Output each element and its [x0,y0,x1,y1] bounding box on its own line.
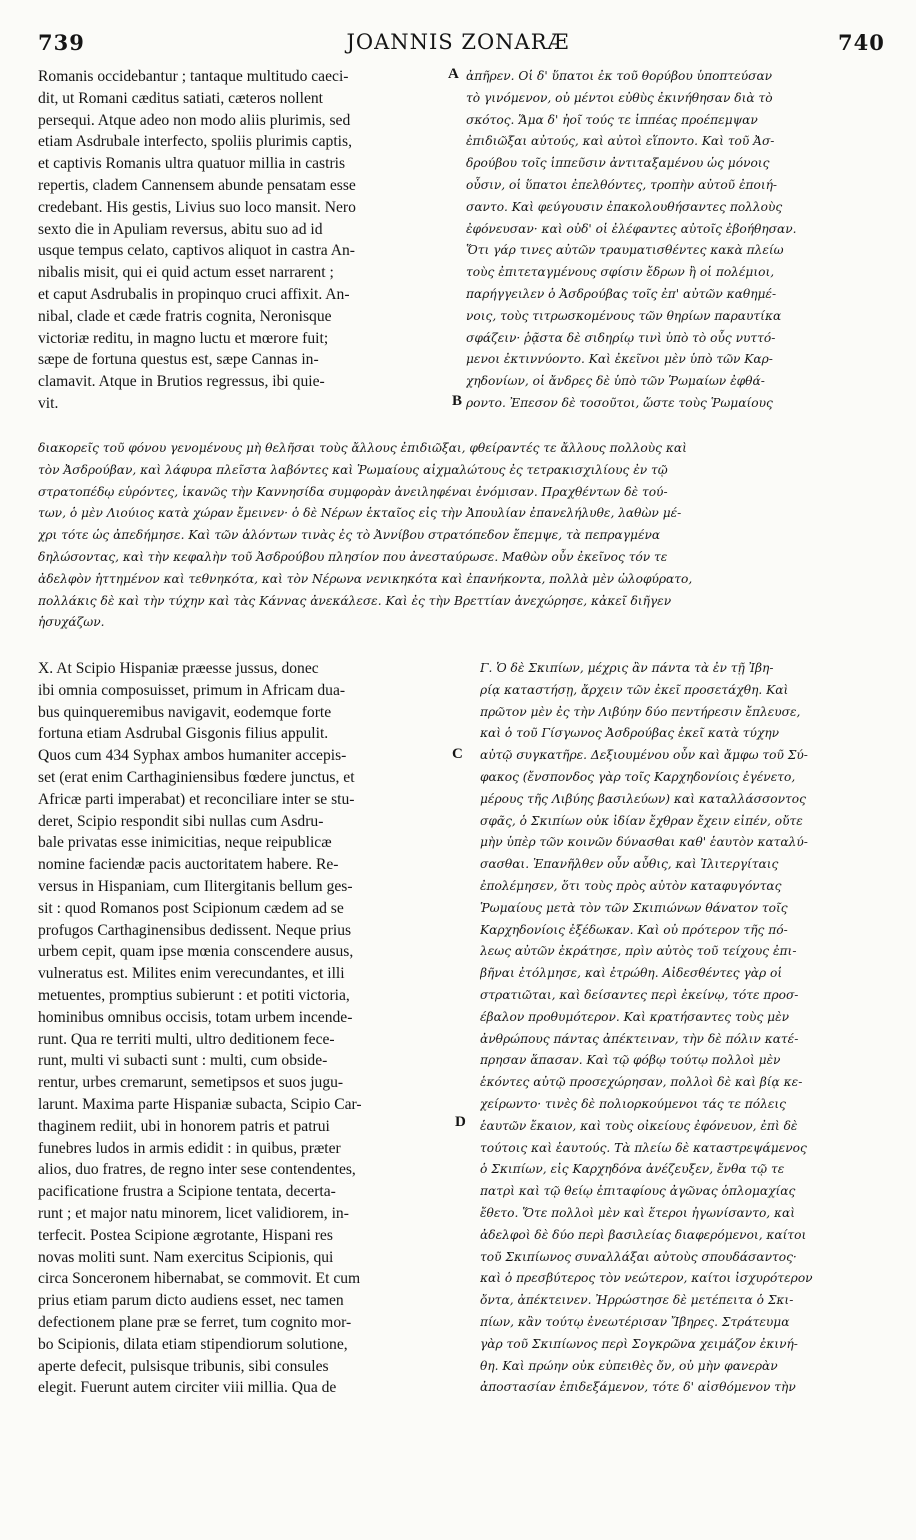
text-line: Romanis occidebantur ; tantaque multitudo caeci- [38,68,349,85]
text-line: thaginem rediit, ubi in honorem patris et patrui [38,1117,330,1135]
page-header [0,30,916,70]
margin-marker-d: D [455,1114,466,1130]
text-line: αὐτῷ συγκατῆρε. Δεξιουμένου οὖν καὶ ἄμφω τοῦ Σύ- [480,748,808,763]
text-line: fortuna etiam Asdrubal Gisgonis filius appulit. [38,725,329,743]
text-line: defectionem plane præ se ferret, tum cognito mor- [38,1313,352,1331]
text-line: nibalis misit, qui ei quid actum esset narrarent ; [38,264,334,282]
text-line: runt. Qua re territi multi, ultro deditionem fece- [38,1030,335,1048]
text-line: ἐπολέμησεν, ὅτι τοὺς πρὸς αὐτὸν καταφυγόντας [480,878,782,893]
text-line: hominibus omnibus occisis, totam urbem incende- [38,1008,353,1026]
text-line: versus in Hispaniam, cum Ilitergitanis bellum ges- [38,877,353,895]
greek-full-width-paragraph [38,438,878,634]
text-line: στρατοπέδῳ εὑρόντες, ἱκανῶς τὴν Καννησίδα συμφορὰν ἀνειληφέναι ἐνόμισαν. Πραχθέντων δὲ τού- [38,484,668,499]
text-line: Quos cum 434 Syphax ambos humaniter accepis- [38,747,347,765]
greek-column-bottom [480,658,878,1399]
text-line: ἡσυχάζων. [38,615,105,630]
text-line: vit. [38,394,59,412]
text-line: έβαλον προθυμότερον. Καὶ κρατήσαντες τοὺς μὲν [480,1009,790,1024]
latin-column-top [38,66,443,415]
running-title: JOANNIS ZONARÆ [346,30,570,54]
text-line: φακος (ἔνσπονδος γὰρ τοῖς Καρχηδονίοις ἐγένετο, [480,769,796,784]
margin-marker-b: B [452,393,463,409]
text-line: τὸν Ἀσδρούβαν, καὶ λάφυρα πλεῖστα λαβόντες καὶ Ῥωμαίους αἰχμαλώτους ἐς τετρακισχιλίους ἐν τῷ [38,462,668,477]
text-line: metuentes, promptius subierunt : et potiti victoria, [38,986,350,1004]
text-line: μέρους τῆς Λιβύης βασιλεύων) καὶ καταλλάσσοντος [480,791,806,806]
text-line: σκότος. Ἅμα δ' ἠοῖ τούς τε ἱππέας προέπεμψαν [466,112,758,127]
text-line: usque tempus celato, captivos aliquot in castra An- [38,242,355,260]
text-line: στρατιῶται, καὶ δείσαντες περὶ ἐκείνῳ, τότε προσ- [480,987,799,1002]
text-line: circa Sonceronem hibernabat, se commovit. Et cum [38,1270,361,1288]
text-line: terfecit. Postea Scipione ægrotante, Hispani res [38,1226,333,1244]
text-line: credebant. His gestis, Livius suo loco mansit. Nero [38,198,356,216]
text-line: ἐπιδιῶξαι αὐτούς, καὶ αὐτοὶ εἵποντο. Καὶ τοῦ Ἀσ- [466,134,775,149]
text-line: sæpe de fortuna questus est, sæpe Cannas in- [38,351,319,369]
text-line: νοις, τοὺς τιτρωσκομένους τῶν θηρίων παραυτίκα [466,308,782,323]
text-line: nomine faciendæ pacis auctoritatem habere. Re- [38,856,339,874]
text-line: ἀποστασίαν ἐπιδεξάμενον, τότε δ' αἰσθόμενον τὴν [480,1380,796,1395]
margin-marker-a: A [448,66,459,82]
text-line: bale privatas esse inimicitias, neque reipublicæ [38,834,332,852]
text-line: ibi omnia composuisset, primum in Africam dua- [38,681,346,699]
text-line: θη. Καὶ πρώην οὐκ εὐπειθὲς ὄν, οὐ μὴν φανερὰν [480,1358,778,1373]
text-line: clamavit. Atque in Brutios regressus, ibi quie- [38,373,325,391]
text-line: των, ὁ μὲν Λιούιος κατὰ χώραν ἔμεινεν· ὁ δὲ Νέρων ἑκταῖος εἰς τὴν Ἀπουλίαν ἐπανελήλυθε, λαθὼν μέ- [38,506,682,521]
text-line: set (erat enim Carthaginiensibus fœdere junctus, et [38,768,355,786]
text-line: ἑκόντες αὐτῷ προσεχώρησαν, πολλοὶ δὲ καὶ βίᾳ κε- [480,1075,803,1090]
text-line: nibal, clade et cæde fratris cognita, Neronisque [38,307,332,325]
text-line: σφᾶς, ὁ Σκιπίων οὐκ ἰδίαν ἔχθραν ἔχειν εἰπέν, οὔτε [480,813,803,828]
text-line: λεως αὐτῶν ἐκράτησε, πρὶν αὐτὸς τοῦ τείχους ἐπι- [480,944,797,959]
text-line: ἀνθρώπους πάντας ἀπέκτειναν, τὴν δὲ πόλιν κατέ- [480,1031,799,1046]
text-line: runt ; et major natu minorem, licet validiorem, in- [38,1204,349,1222]
text-line: δηλώσοντας, καὶ τὴν κεφαλὴν τοῦ Ἀσδρούβου πλησίον που ἀνεσταύρωσε. Μαθὼν οὖν ἐκεῖνος τόν τε [38,549,668,564]
text-line: ἑαυτῶν ἔκαιον, καὶ τοὺς οἰκείους ἐφόνευον, ἐπὶ δὲ [480,1118,798,1133]
text-line: repertis, cladem Cannensem abunde pensatam esse [38,176,356,194]
text-line: runt, multi vi subacti sunt : multi, cum obside- [38,1052,328,1070]
text-line: ἀπῆρεν. Οἱ δ' ὕπατοι ἐκ τοῦ θορύβου ὑποπτεύσαν [466,69,773,83]
text-line: πρησαν ἅπασαν. Καὶ τῷ φόβῳ τούτῳ πολλοὶ μὲν [480,1053,781,1068]
text-line: elegit. Fuerunt autem circiter viii millia. Qua de [38,1379,337,1397]
text-line: larunt. Maxima parte Hispaniæ subacta, Scipio Car- [38,1095,362,1113]
text-line: τούτοις καὶ ἑαυτούς. Τὰ πλείω δὲ καταστρεψάμενος [480,1140,807,1155]
text-line: ἐφόνευσαν· καὶ οὐδ' οἱ ἐλέφαντες αὐτοῖς ἐβοήθησαν. [466,221,797,236]
text-line: χρι τότε ὡς ἀπεδήμησε. Καὶ τῶν ἁλόντων τινὰς ἐς τὸ Ἀννίβου στρατόπεδον ἔπεμψε, τὰ πεπραγμένα [38,528,661,543]
text-line: παρήγγειλεν ὁ Ἀσδρούβας τοῖς ἐπ' αὐτῶν καθημέ- [466,286,777,301]
text-line: alios, duo fratres, de regno inter sese contendentes, [38,1161,356,1179]
text-line: βῆναι ἐτόλμησε, καὶ ἐτρώθη. Αἰδεσθέντες γὰρ οἱ [480,966,783,981]
text-line: χείρωντο· τινὲς δὲ πολιορκούμενοι τάς τε πόλεις [480,1096,786,1111]
text-line: et captivis Romanis ultra quatuor millia in castris [38,155,346,173]
text-line: deret, Scipio respondit sibi nullas cum Asdru- [38,812,324,830]
text-line: funebres ludos in armis edidit : in quibus, præter [38,1139,341,1157]
text-line: vulneratus est. Milites enim verecundantes, et illi [38,965,345,983]
text-line: sit : quod Romanos post Scipionum cædem ad se [38,899,344,917]
text-line: Καρχηδονίοις ἐξέδωκαν. Καὶ οὐ πρότερον τῆς πό- [480,922,788,937]
margin-marker-c: C [452,746,463,762]
text-line: γὰρ τοῦ Σκιπίωνος περὶ Σογκρῶνα χειμάζον ἐκινή- [480,1336,798,1351]
text-line: persequi. Atque adeo non modo aliis plurimis, sed [38,111,351,129]
text-line: profugos Carthaginensibus dedissent. Neque prius [38,921,352,939]
text-line: καὶ ὁ τοῦ Γίσγωνος Ἀσδρούβας ἐκεῖ κατὰ τύχην [480,726,780,741]
text-line: etiam Asdrubale interfecto, spoliis plurimis captis, [38,133,352,151]
greek-column-top [466,66,878,415]
text-line: bus quinqueremibus navigavit, eodemque forte [38,703,332,721]
latin-column-bottom [38,658,443,1399]
text-line: Γ. Ὁ δὲ Σκιπίων, μέχρις ἂν πάντα τὰ ἐν τῇ Ἰβη- [480,661,774,675]
text-line: πολλάκις δὲ καὶ τὴν τύχην καὶ τὰς Κάννας ἀνεκάλεσε. Καὶ ἐς τὴν Βρεττίαν ἀνεχώρησε, κἀκεῖ διῆγεν [38,593,672,608]
text-line: πρῶτον μὲν ἐς τὴν Λιβύην δύο πεντήρεσιν ἔπλευσε, [480,704,801,719]
page-number-right: 740 [838,30,885,55]
text-line: τὸ γινόμενον, οὐ μέντοι εὐθὺς ἐκινήθησαν διὰ τὸ [466,90,773,105]
text-line: aperte defecit, pulsisque tribunis, sibi consules [38,1357,329,1375]
text-line: dit, ut Romani cæditus satiati, cæteros nollent [38,89,323,107]
text-line: ὁ Σκιπίων, εἰς Καρχηδόνα ἀνέζευξεν, ἔνθα τῷ τε [480,1162,785,1177]
text-line: Ὅτι γάρ τινες αὐτῶν τραυματισθέντες κακὰ πλείω [466,243,784,258]
text-line: sexto die in Apuliam reversus, abitu suo ad id [38,220,323,238]
text-line: καὶ ὁ πρεσβύτερος τὸν νεώτερον, καίτοι ἰσχυρότερον [480,1271,813,1286]
text-line: μενοι ἐκτιννύοντο. Καὶ ἐκεῖνοι μὲν ὑπὸ τῶν Καρ- [466,352,773,367]
text-line: δρούβου τοῖς ἱππεῦσιν ἀντιταξαμένου ὡς μόνοις [466,156,770,171]
text-line: X. At Scipio Hispaniæ præesse jussus, donec [38,660,319,677]
text-line: ἔθετο. Ὅτε πολλοὶ μὲν καὶ ἕτεροι ἠγωνίσαντο, καὶ [480,1205,796,1220]
text-line: rentur, urbes cremarunt, semetipsos et suos jugu- [38,1074,344,1092]
page-number-left: 739 [38,30,85,55]
text-line: χηδονίων, οἱ ἄνδρες δὲ ὑπὸ τῶν Ῥωμαίων ἐφθά- [466,374,765,389]
text-line: πίων, κἂν τούτῳ ἐνεωτέρισαν Ἴβηρες. Στράτευμα [480,1314,790,1329]
text-line: ροντο. Ἐπεσον δὲ τοσοῦτοι, ὥστε τοὺς Ῥωμαίους [466,395,773,410]
text-line: πατρὶ καὶ τῷ θείῳ ἐπιταφίους ἀγῶνας ὁπλομαχίας [480,1184,796,1199]
text-line: prius etiam parum dicto audiens esset, nec tamen [38,1292,344,1310]
text-line: ρίᾳ καταστήσῃ, ἄρχειν τῶν ἐκεῖ προσετάχθη. Καὶ [480,682,789,697]
text-line: τοῦ Σκιπίωνος συναλλάξαι αὐτοὺς σπουδάσαντος· [480,1249,797,1264]
text-line: Ῥωμαίους μετὰ τὸν τῶν Σκιπιώνων θάνατον τοῖς [480,900,788,915]
text-line: urbem cepit, quam ipse mœnia conscendere ausus, [38,943,354,961]
text-line: ὄντα, ἀπέκτεινεν. Ἠρρώστησε δὲ μετέπειτα ὁ Σκι- [480,1293,794,1308]
text-line: μὴν ὑπὲρ τῶν κοινῶν δύνασθαι καθ' ἑαυτὸν καταλύ- [480,835,808,850]
text-line: bo Scipionis, dilata etiam stipendiorum solutione, [38,1335,348,1353]
text-line: Africæ parti imperabat) et reconciliare inter se stu- [38,790,355,808]
text-line: ἀδελφὸν ἡττημένον καὶ τεθνηκότα, καὶ τὸν Νέρωνα νενικηκότα καὶ ἐπανήκοντα, πολλὰ μὲν ὠλοφύρατο, [38,571,693,586]
text-line: διακορεῖς τοῦ φόνου γενομένους μὴ θελῆσαι τοὺς ἄλλους ἐπιδιῶξαι, φθείραντές τε ἄλλους πολλοὺς καὶ [38,441,687,455]
text-line: σασθαι. Ἐπανῆλθεν οὖν αὖθις, καὶ Ἰλιτεργίταις [480,857,779,872]
text-line: ἀδελφοὶ δὲ δύο περὶ βασιλείας διαφερόμενοι, καίτοι [480,1227,807,1242]
text-line: novas moliti sunt. Nam exercitus Scipionis, qui [38,1248,334,1266]
text-line: victoriæ reditu, in magno luctu et mœrore fuit; [38,329,329,347]
text-line: et caput Asdrubalis in propinquo cruci affixit. An- [38,285,350,303]
text-line: οὖσιν, οἱ ὕπατοι ἐπελθόντες, τροπὴν αὐτοῦ ἐποιή- [466,177,778,192]
text-line: σαντο. Καὶ φεύγουσιν ἐπακολουθήσαντες πολλοὺς [466,199,783,214]
text-line: pacificatione frustra a Scipione tentata, decerta- [38,1183,336,1201]
text-line: σφάζειν· ῥᾷστα δὲ σιδηρίῳ τινὶ ὑπὸ τὸ οὖς νυττό- [466,330,776,345]
text-line: τοὺς ἐπιτεταγμένους σφίσιν ἔδρων ἢ οἱ πολέμιοι, [466,265,775,280]
